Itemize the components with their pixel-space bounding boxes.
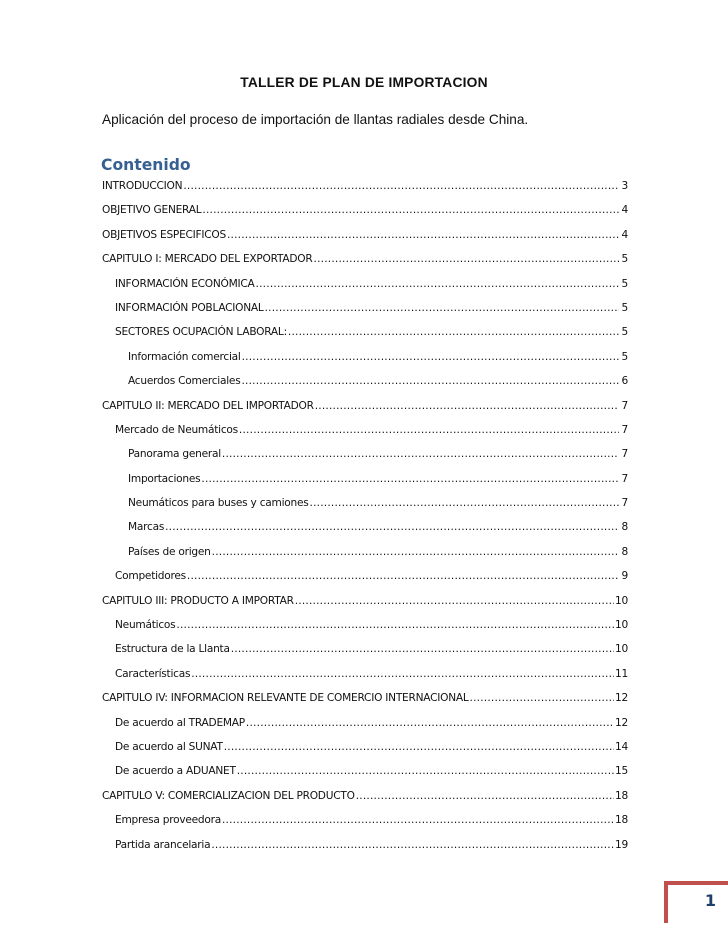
document-title: TALLER DE PLAN DE IMPORTACION: [240, 75, 488, 90]
toc-entry[interactable]: [102, 200, 628, 224]
toc-entry-title[interactable]: Neumáticos: [115, 619, 176, 632]
toc-entry[interactable]: [102, 786, 628, 810]
toc-entry-page[interactable]: 14: [615, 740, 628, 753]
toc-entry-page[interactable]: 18: [615, 789, 628, 802]
toc-entry-title[interactable]: Competidores: [115, 570, 186, 583]
toc-dot-leader: [241, 371, 619, 391]
toc-entry-page[interactable]: 5: [621, 253, 628, 266]
toc-entry-page[interactable]: 12: [615, 692, 628, 705]
toc-entry[interactable]: [102, 664, 628, 688]
toc-entry-title[interactable]: Estructura de la Llanta: [115, 643, 230, 656]
toc-entry-title[interactable]: CAPITULO III: PRODUCTO A IMPORTAR: [102, 594, 294, 607]
toc-entry-page[interactable]: 7: [621, 448, 628, 461]
toc-dot-leader: [212, 542, 619, 562]
toc-entry-title[interactable]: Marcas: [128, 521, 165, 534]
toc-entry-page[interactable]: 4: [621, 228, 628, 241]
toc-entry-page[interactable]: 9: [621, 570, 628, 583]
toc-entry-title[interactable]: Información comercial: [128, 350, 241, 363]
toc-entry[interactable]: [102, 444, 628, 468]
toc-entry-page[interactable]: 8: [621, 545, 628, 558]
toc-entry-page[interactable]: 10: [615, 619, 628, 632]
toc-dot-leader: [288, 322, 619, 342]
toc-entry[interactable]: [102, 298, 628, 322]
toc-entry-page[interactable]: 18: [615, 814, 628, 827]
toc-dot-leader: [242, 347, 619, 367]
toc-entry-title[interactable]: CAPITULO IV: INFORMACION RELEVANTE DE COMERCIO INTERNACIONAL: [102, 692, 469, 705]
toc-entry-page[interactable]: 15: [615, 765, 628, 778]
toc-entry-page[interactable]: 5: [621, 277, 628, 290]
toc-dot-leader: [231, 639, 614, 659]
toc-entry-page[interactable]: 6: [621, 375, 628, 388]
toc-dot-leader: [315, 396, 619, 416]
toc-entry-title[interactable]: Neumáticos para buses y camiones: [128, 497, 309, 510]
toc-dot-leader: [202, 200, 619, 220]
toc-entry-title[interactable]: De acuerdo al SUNAT: [115, 740, 223, 753]
toc-dot-leader: [356, 786, 614, 806]
toc-entry-page[interactable]: 10: [615, 643, 628, 656]
toc-entry-title[interactable]: Acuerdos Comerciales: [128, 375, 241, 388]
toc-entry[interactable]: [102, 639, 628, 663]
toc-entry-page[interactable]: 11: [615, 667, 628, 680]
toc-dot-leader: [183, 176, 619, 196]
toc-entry-title[interactable]: Mercado de Neumáticos: [115, 423, 238, 436]
toc-dot-leader: [246, 713, 614, 733]
toc-entry-title[interactable]: SECTORES OCUPACIÓN LABORAL:: [115, 326, 287, 339]
toc-entry[interactable]: [102, 542, 628, 566]
toc-dot-leader: [165, 517, 619, 537]
toc-dot-leader: [211, 835, 614, 855]
toc-dot-leader: [256, 274, 619, 294]
toc-dot-leader: [222, 444, 619, 464]
toc-entry[interactable]: [102, 396, 628, 420]
toc-dot-leader: [295, 591, 614, 611]
toc-entry[interactable]: [102, 713, 628, 737]
toc-entry[interactable]: [102, 322, 628, 346]
toc-dot-leader: [237, 761, 614, 781]
toc-entry-page[interactable]: 5: [621, 301, 628, 314]
toc-entry[interactable]: [102, 176, 628, 200]
toc-entry-title[interactable]: De acuerdo a ADUANET: [115, 765, 236, 778]
toc-entry-title[interactable]: Características: [115, 667, 191, 680]
document-subtitle: Aplicación del proceso de importación de llantas radiales desde China.: [102, 112, 529, 127]
toc-entry[interactable]: [102, 469, 628, 493]
toc-entry-page[interactable]: 5: [621, 326, 628, 339]
toc-entry-title[interactable]: CAPITULO II: MERCADO DEL IMPORTADOR: [102, 399, 314, 412]
toc-entry-page[interactable]: 7: [621, 497, 628, 510]
toc-dot-leader: [227, 225, 619, 245]
toc-entry[interactable]: [102, 347, 628, 371]
toc-entry-page[interactable]: 7: [621, 472, 628, 485]
toc-dot-leader: [470, 688, 615, 708]
toc-entry-title[interactable]: CAPITULO V: COMERCIALIZACION DEL PRODUCTO: [102, 789, 355, 802]
toc-dot-leader: [265, 298, 619, 318]
toc-entry[interactable]: [102, 274, 628, 298]
toc-dot-leader: [176, 615, 614, 635]
toc-dot-leader: [239, 420, 619, 440]
toc-entry[interactable]: [102, 761, 628, 785]
toc-entry-title[interactable]: Panorama general: [128, 448, 221, 461]
toc-dot-leader: [310, 493, 620, 513]
toc-entry-page[interactable]: 3: [621, 180, 628, 192]
page-number-badge: [664, 881, 728, 923]
toc-entry-title[interactable]: De acuerdo al TRADEMAP: [115, 716, 245, 729]
toc-entry-page[interactable]: 19: [615, 838, 628, 851]
toc-entry[interactable]: [102, 249, 628, 273]
toc-entry-page[interactable]: 10: [615, 594, 628, 607]
toc-entry-title[interactable]: Países de origen: [128, 545, 211, 558]
toc-entry[interactable]: [102, 615, 628, 639]
toc-entry[interactable]: [102, 835, 628, 859]
page-number: 1: [704, 891, 716, 910]
toc-entry[interactable]: [102, 420, 628, 444]
toc-entry-page[interactable]: 12: [615, 716, 628, 729]
toc-entry[interactable]: [102, 517, 628, 541]
toc-entry-title[interactable]: OBJETIVOS ESPECIFICOS: [102, 228, 226, 241]
toc-entry-title[interactable]: INFORMACIÓN ECONÓMICA: [115, 277, 255, 290]
toc-entry[interactable]: [102, 737, 628, 761]
toc-entry-page[interactable]: 4: [621, 204, 628, 217]
toc-entry-title[interactable]: INTRODUCCION: [102, 180, 183, 192]
table-of-contents: [102, 176, 628, 859]
toc-entry-title[interactable]: Partida arancelaria: [115, 838, 211, 851]
toc-entry-title[interactable]: OBJETIVO GENERAL: [102, 204, 202, 217]
toc-dot-leader: [187, 566, 619, 586]
toc-heading: Contenido: [101, 156, 191, 174]
toc-entry-title[interactable]: Empresa proveedora: [115, 814, 221, 827]
toc-entry[interactable]: [102, 591, 628, 615]
toc-entry[interactable]: [102, 688, 628, 712]
toc-entry[interactable]: [102, 493, 628, 517]
toc-dot-leader: [222, 810, 614, 830]
toc-entry[interactable]: [102, 371, 628, 395]
toc-entry-title[interactable]: CAPITULO I: MERCADO DEL EXPORTADOR: [102, 253, 313, 266]
toc-entry-title[interactable]: INFORMACIÓN POBLACIONAL: [115, 301, 264, 314]
toc-dot-leader: [201, 469, 619, 489]
toc-entry-title[interactable]: Importaciones: [128, 472, 201, 485]
toc-dot-leader: [191, 664, 614, 684]
toc-entry[interactable]: [102, 225, 628, 249]
toc-dot-leader: [224, 737, 614, 757]
toc-entry-page[interactable]: 8: [621, 521, 628, 534]
toc-entry-page[interactable]: 7: [621, 399, 628, 412]
toc-entry[interactable]: [102, 810, 628, 834]
toc-entry-page[interactable]: 7: [621, 423, 628, 436]
toc-entry-page[interactable]: 5: [621, 350, 628, 363]
toc-dot-leader: [314, 249, 620, 269]
toc-entry[interactable]: [102, 566, 628, 590]
